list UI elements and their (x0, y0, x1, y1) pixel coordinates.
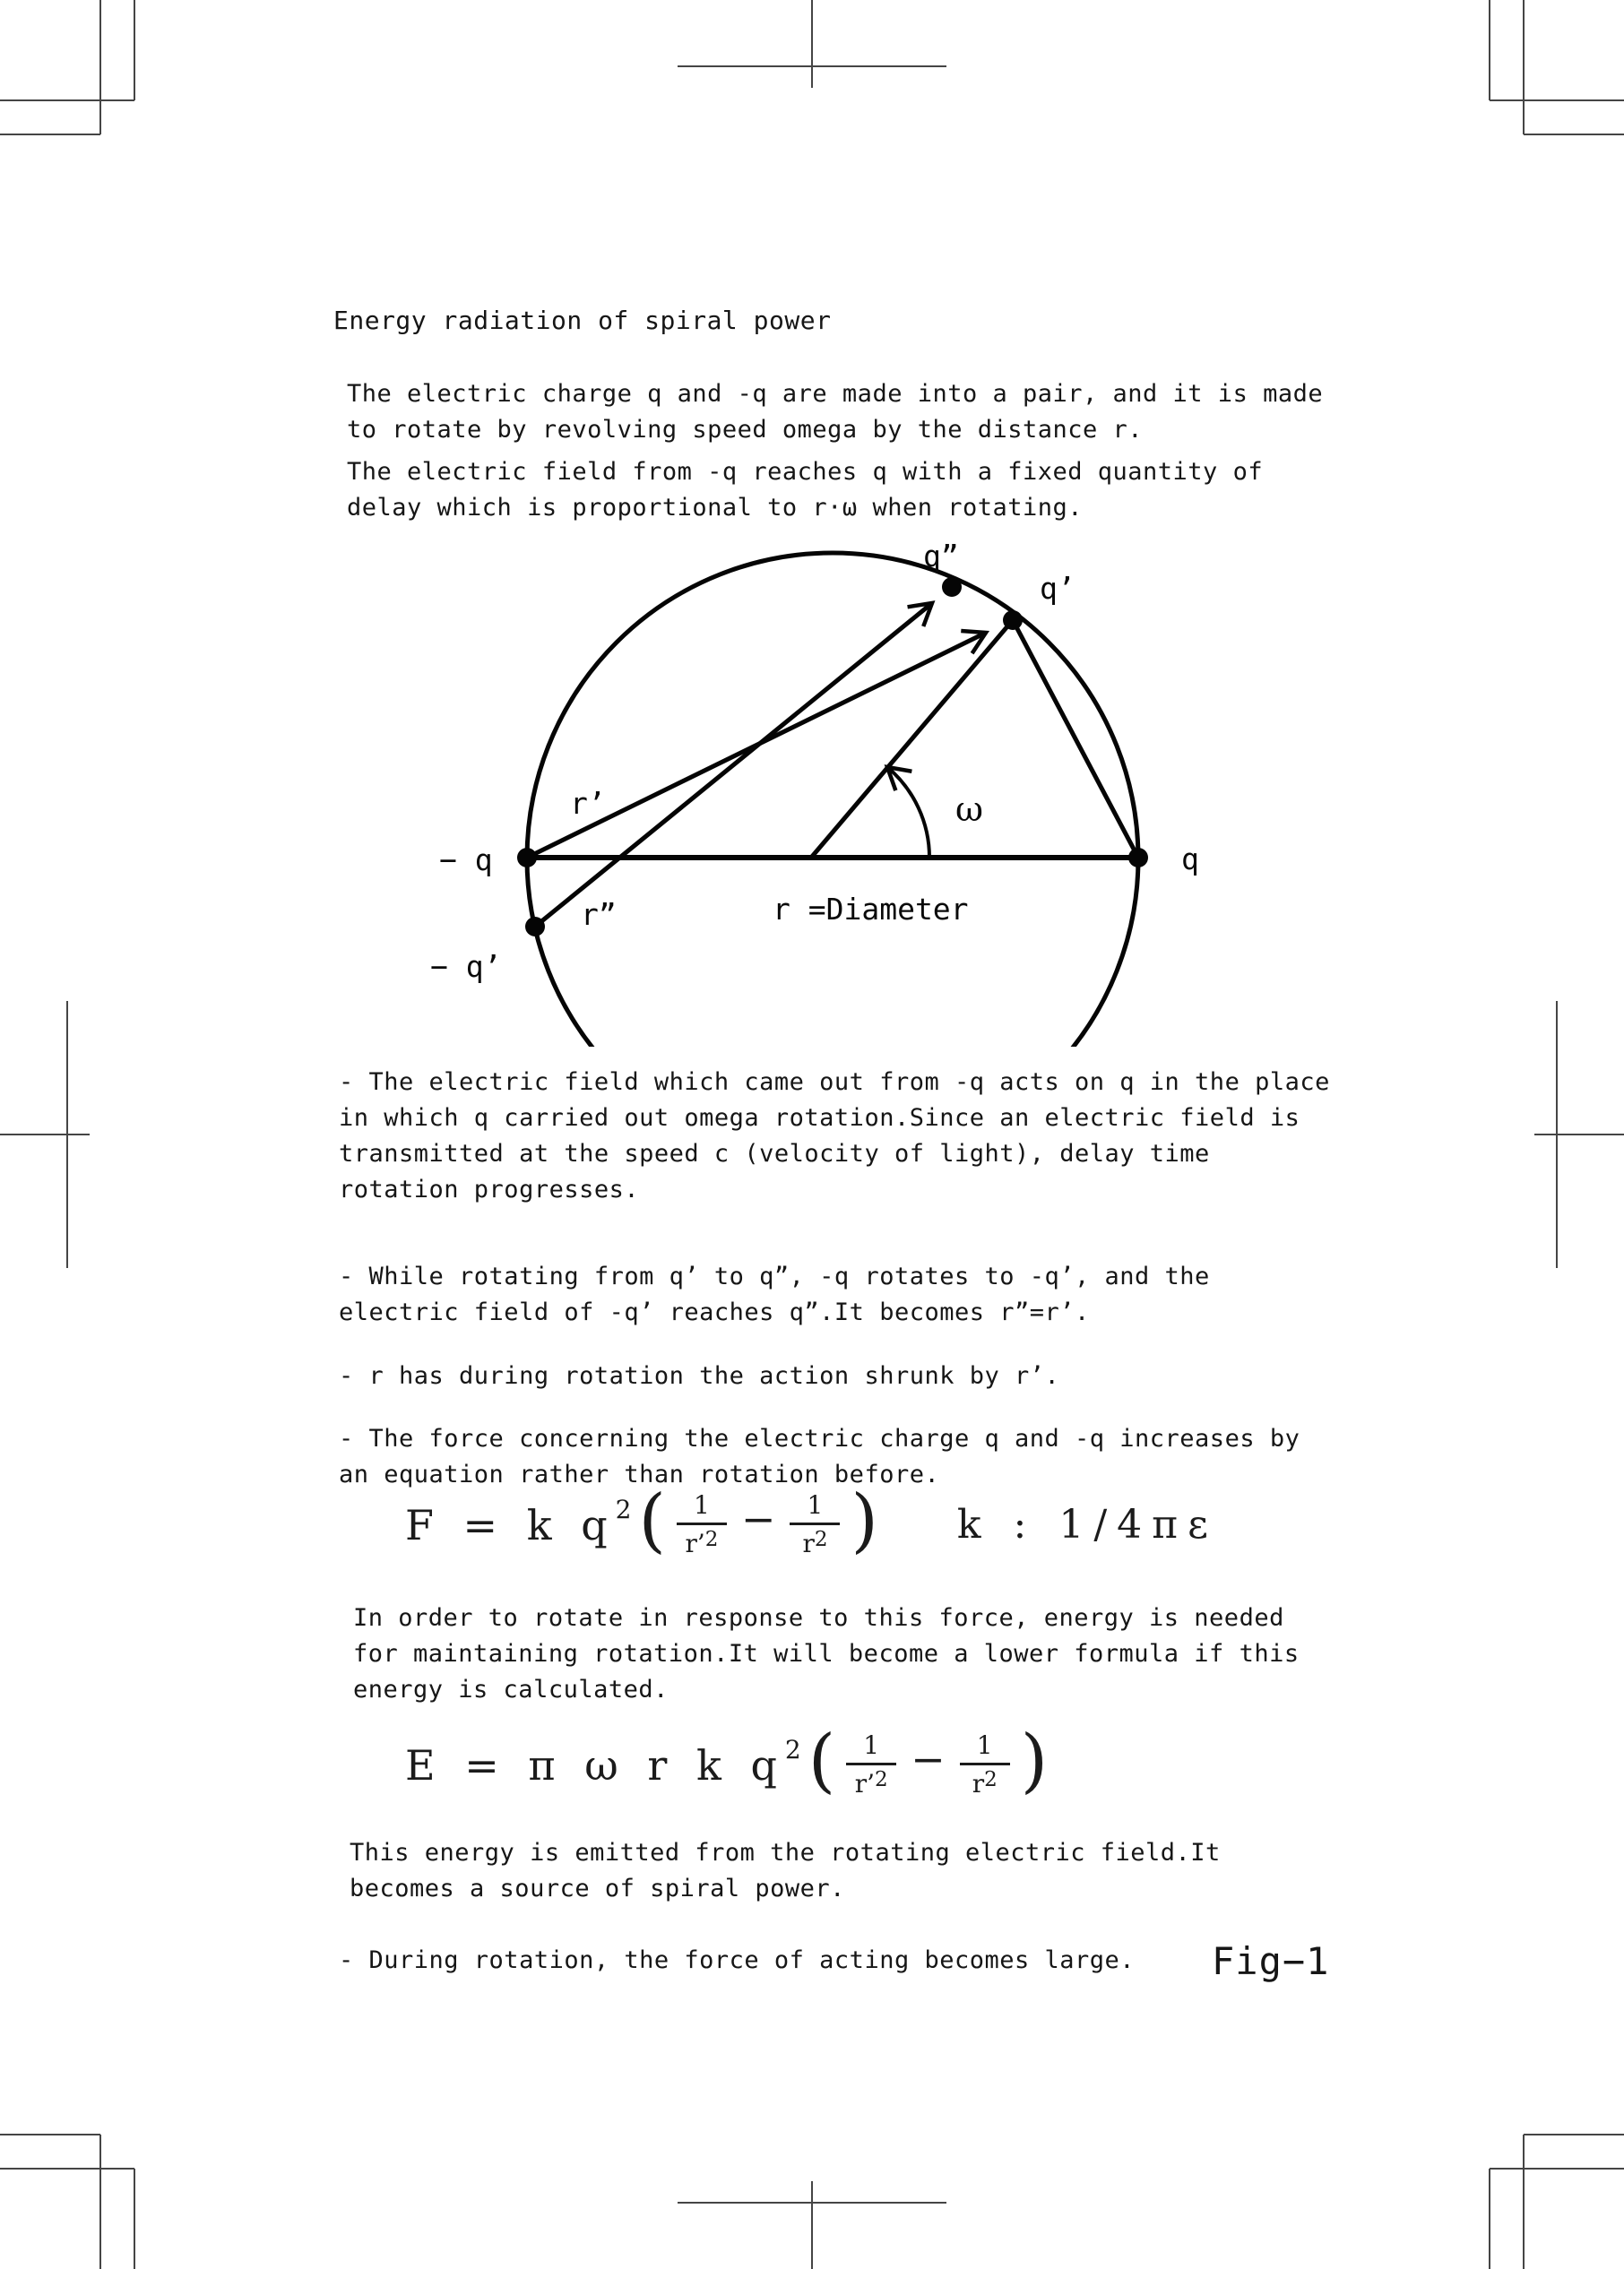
fraction-denominator (855, 1765, 888, 1797)
den-base: r (972, 1769, 985, 1799)
point-q (1128, 848, 1148, 867)
register-mark-top-v (811, 0, 813, 88)
fraction-denominator (972, 1765, 998, 1797)
figure-number-label: Fig−1 (1212, 1939, 1330, 1983)
page-title-block (333, 303, 831, 339)
figure-diagram (430, 524, 1255, 1047)
fraction-r-prime (677, 1490, 727, 1558)
text-line: electric field of -q’ reaches q”.It becomes r”=r’. (339, 1298, 1090, 1326)
text-line: - While rotating from q’ to q”, -q rotates to -q’, and the (339, 1263, 1210, 1290)
label-neg-q: − q (439, 842, 493, 877)
label-q-prime: q’ (1040, 571, 1075, 606)
register-mark-bottom-v (811, 2181, 813, 2269)
den-base: r’ (685, 1529, 705, 1558)
label-q-double-prime: q” (923, 539, 959, 574)
crop-mark-top-right-h2 (1490, 99, 1624, 101)
register-mark-right-h (1534, 1134, 1624, 1135)
r-double-prime-line (535, 603, 932, 927)
formula-exponent: 2 (784, 1735, 801, 1764)
formula-exponent: 2 (615, 1495, 632, 1524)
paragraph-intro-1 (347, 376, 1323, 448)
crop-mark-top-right-v2 (1489, 0, 1490, 100)
text-line: transmitted at the speed c (velocity of light), delay time (339, 1140, 1210, 1168)
text-line: In order to rotate in response to this force, energy is needed (353, 1604, 1284, 1632)
text-line: delay which is proportional to r·ω when rotating. (347, 494, 1084, 522)
text-line: - The force concerning the electric charge q and -q increases by (339, 1425, 1300, 1453)
force-formula (405, 1480, 1218, 1561)
crop-mark-top-left-v1 (99, 0, 101, 134)
paragraph-force-increases (339, 1421, 1300, 1493)
text-line: becomes a source of spiral power. (350, 1875, 845, 1902)
crop-mark-bottom-right-h1 (1524, 2134, 1624, 2135)
den-exponent: 2 (814, 1528, 828, 1551)
text-line: energy is calculated. (353, 1676, 669, 1704)
label-diameter: r =Diameter (773, 892, 969, 927)
paragraph-energy-needed (353, 1600, 1300, 1708)
text-line: to rotate by revolving speed omega by the distance r. (347, 416, 1144, 444)
text-line: - The electric field which came out from -q acts on q in the place (339, 1068, 1330, 1096)
register-mark-top-h (678, 65, 946, 67)
den-exponent: 2 (984, 1768, 998, 1791)
text-line: in which q carried out omega rotation.Since an electric field is (339, 1104, 1300, 1132)
crop-mark-top-right-h1 (1524, 134, 1624, 135)
crop-mark-top-left-v2 (134, 0, 135, 100)
text-line: - r has during rotation the action shrunk by r’. (339, 1362, 1060, 1390)
rotation-circle (527, 553, 1138, 1047)
den-base: r (802, 1529, 815, 1558)
minus-sign: − (911, 1734, 946, 1783)
point-neg-q-prime (525, 917, 545, 936)
q-prime-to-q-line (1013, 620, 1138, 858)
point-q-prime (1003, 610, 1023, 630)
crop-mark-bottom-right-h2 (1490, 2168, 1624, 2170)
fraction-r (790, 1490, 840, 1558)
paragraph-r-shrunk (339, 1359, 1059, 1394)
label-r-double-prime: r” (581, 897, 617, 932)
fraction-denominator (685, 1525, 718, 1557)
text-line: - During rotation, the force of acting becomes large. (339, 1946, 1136, 1974)
open-paren: ( (638, 1480, 666, 1561)
formula-lead: E = π ω r k q (405, 1740, 785, 1790)
fraction-r-prime (846, 1730, 896, 1799)
energy-formula (405, 1720, 1050, 1801)
text-line: rotation progresses. (339, 1176, 640, 1204)
close-paren: ) (851, 1480, 878, 1561)
text-line: an equation rather than rotation before. (339, 1461, 940, 1488)
label-q: q (1181, 841, 1199, 876)
crop-mark-top-right-v1 (1523, 0, 1525, 134)
den-exponent: 2 (704, 1528, 719, 1551)
den-base: r’ (854, 1769, 875, 1799)
crop-mark-bottom-right-v2 (1489, 2169, 1490, 2269)
fraction-denominator (802, 1525, 827, 1557)
paragraph-intro-2 (347, 454, 1263, 526)
crop-mark-top-left-h1 (0, 134, 100, 135)
label-omega: ω (955, 789, 983, 829)
register-mark-left-h (0, 1134, 90, 1135)
text-line: for maintaining rotation.It will become a lower formula if this (353, 1640, 1300, 1668)
crop-mark-bottom-left-h1 (0, 2134, 100, 2135)
crop-mark-bottom-left-v1 (99, 2135, 101, 2269)
den-exponent: 2 (875, 1768, 888, 1791)
paragraph-energy-emitted (350, 1835, 1221, 1907)
k-constant-note: k : 1/4πε (956, 1502, 1218, 1548)
crop-mark-bottom-left-h2 (0, 2168, 134, 2170)
crop-mark-bottom-left-v2 (134, 2169, 135, 2269)
crop-mark-bottom-right-v1 (1523, 2135, 1525, 2269)
fraction-numerator: 1 (694, 1490, 710, 1520)
paragraph-while-rotating (339, 1259, 1210, 1331)
text-line: The electric field from -q reaches q with a fixed quantity of (347, 458, 1264, 486)
page-title: Energy radiation of spiral power (333, 306, 832, 335)
fraction-numerator: 1 (807, 1490, 824, 1520)
fraction-numerator: 1 (863, 1730, 880, 1760)
paragraph-during-rotation (339, 1943, 1135, 1979)
paragraph-field-action (339, 1065, 1330, 1208)
point-q-double-prime (942, 577, 962, 597)
label-neg-q-prime: − q’ (430, 949, 502, 984)
text-line: The electric charge q and -q are made into a pair, and it is made (347, 380, 1324, 408)
fraction-numerator: 1 (976, 1730, 993, 1760)
text-line: This energy is emitted from the rotating electric field.It (350, 1839, 1221, 1867)
fraction-r (960, 1730, 1010, 1799)
register-mark-bottom-h (678, 2202, 946, 2204)
open-paren: ( (808, 1720, 836, 1801)
crop-mark-top-left-h2 (0, 99, 134, 101)
point-neg-q (517, 848, 537, 867)
close-paren: ) (1020, 1720, 1049, 1801)
formula-lead: F = k q (405, 1500, 616, 1549)
minus-sign: − (740, 1494, 776, 1543)
omega-angle-arc (887, 767, 929, 858)
label-r-prime: r’ (570, 786, 606, 821)
